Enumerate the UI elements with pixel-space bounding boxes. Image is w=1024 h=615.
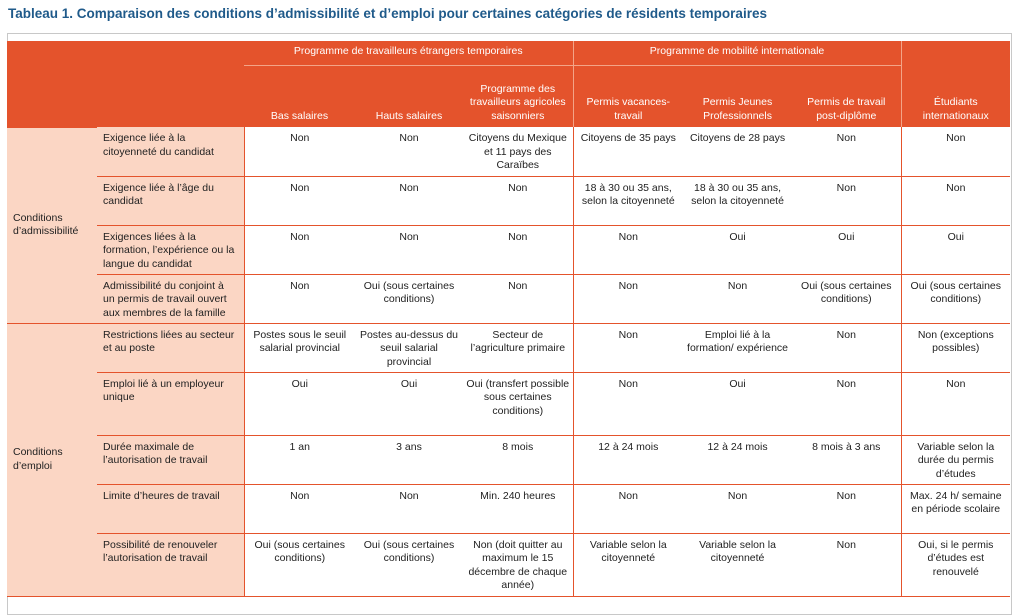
cell-value: 8 mois bbox=[463, 435, 573, 484]
cell-value: Non bbox=[355, 127, 463, 176]
cell-value: Non bbox=[355, 484, 463, 533]
cell-value: Non bbox=[901, 127, 1010, 176]
row-criterion: Restrictions liées au secteur et au poste bbox=[97, 323, 244, 372]
cell-value: Non bbox=[573, 225, 683, 274]
cell-value: Non bbox=[792, 372, 901, 435]
table-row bbox=[7, 176, 1010, 225]
header-col-working-holiday: Permis vacances-travail bbox=[573, 65, 683, 127]
cell-value: Non bbox=[683, 484, 792, 533]
comparison-table bbox=[7, 41, 1010, 597]
row-criterion: Emploi lié à un employeur unique bbox=[97, 372, 244, 435]
cell-value: Oui bbox=[901, 225, 1010, 274]
cell-value: Non bbox=[355, 225, 463, 274]
header-col-seasonal-agri: Programme des travailleurs agricoles saisonniers bbox=[463, 65, 573, 127]
table-row bbox=[7, 484, 1010, 533]
cell-value: Citoyens de 28 pays bbox=[683, 127, 792, 176]
cell-value: 8 mois à 3 ans bbox=[792, 435, 901, 484]
table-row bbox=[7, 274, 1010, 323]
header-group-mobility: Programme de mobilité internationale bbox=[573, 41, 901, 65]
cell-value: Min. 240 heures bbox=[463, 484, 573, 533]
cell-value: Non bbox=[792, 127, 901, 176]
cell-value: 3 ans bbox=[355, 435, 463, 484]
cell-value: Citoyens du Mexique et 11 pays des Caraïbes bbox=[463, 127, 573, 176]
header-col-young-professionals: Permis Jeunes Professionnels bbox=[683, 65, 792, 127]
cell-value: Non bbox=[244, 127, 355, 176]
table-row bbox=[7, 533, 1010, 596]
section-label-employment: Conditions d’emploi bbox=[7, 323, 97, 596]
cell-value: Non bbox=[244, 274, 355, 323]
table-row bbox=[7, 372, 1010, 435]
cell-value: Non (exceptions possibles) bbox=[901, 323, 1010, 372]
cell-value: Oui (transfert possible sous certaines conditions) bbox=[463, 372, 573, 435]
table-row bbox=[7, 323, 1010, 372]
cell-value: Oui (sous certaines conditions) bbox=[244, 533, 355, 596]
cell-value: Oui bbox=[683, 225, 792, 274]
cell-value: Variable selon la citoyenneté bbox=[573, 533, 683, 596]
cell-value: Postes au-dessus du seuil salarial provincial bbox=[355, 323, 463, 372]
table-row bbox=[7, 127, 1010, 176]
cell-value: Variable selon la durée du permis d’études bbox=[901, 435, 1010, 484]
cell-value: Non bbox=[573, 323, 683, 372]
cell-value: Non bbox=[463, 225, 573, 274]
cell-value: Oui, si le permis d’études est renouvelé bbox=[901, 533, 1010, 596]
table-header bbox=[7, 41, 1010, 127]
row-criterion: Exigence liée à l’âge du candidat bbox=[97, 176, 244, 225]
cell-value: Non bbox=[792, 484, 901, 533]
header-col-students: Étudiants internationaux bbox=[901, 41, 1010, 127]
cell-value: 12 à 24 mois bbox=[683, 435, 792, 484]
row-criterion: Durée maximale de l’autorisation de travail bbox=[97, 435, 244, 484]
cell-value: Non bbox=[573, 274, 683, 323]
cell-value: Non bbox=[463, 274, 573, 323]
cell-value: Non bbox=[573, 484, 683, 533]
cell-value: Citoyens de 35 pays bbox=[573, 127, 683, 176]
cell-value: Non bbox=[792, 323, 901, 372]
header-blank-cell bbox=[7, 41, 97, 127]
cell-value: Max. 24 h/ semaine en période scolaire bbox=[901, 484, 1010, 533]
table-row bbox=[7, 435, 1010, 484]
row-criterion: Limite d’heures de travail bbox=[97, 484, 244, 533]
table-row bbox=[7, 225, 1010, 274]
cell-value: Secteur de l’agriculture primaire bbox=[463, 323, 573, 372]
header-col-high-wage: Hauts salaires bbox=[355, 65, 463, 127]
cell-value: Non bbox=[901, 176, 1010, 225]
cell-value: Oui (sous certaines conditions) bbox=[901, 274, 1010, 323]
cell-value: Oui (sous certaines conditions) bbox=[355, 533, 463, 596]
cell-value: 12 à 24 mois bbox=[573, 435, 683, 484]
cell-value: Non bbox=[244, 176, 355, 225]
header-blank-cell bbox=[97, 41, 244, 127]
cell-value: Variable selon la citoyenneté bbox=[683, 533, 792, 596]
cell-value: Oui (sous certaines conditions) bbox=[355, 274, 463, 323]
cell-value: Non bbox=[683, 274, 792, 323]
cell-value: Non bbox=[244, 484, 355, 533]
cell-value: Emploi lié à la formation/ expérience bbox=[683, 323, 792, 372]
cell-value: Non bbox=[792, 176, 901, 225]
row-criterion: Possibilité de renouveler l’autorisation de travail bbox=[97, 533, 244, 596]
cell-value: 18 à 30 ou 35 ans, selon la citoyenneté bbox=[573, 176, 683, 225]
cell-value: Non bbox=[244, 225, 355, 274]
row-criterion: Admissibilité du conjoint à un permis de travail ouvert aux membres de la famille bbox=[97, 274, 244, 323]
row-criterion: Exigence liée à la citoyenneté du candidat bbox=[97, 127, 244, 176]
cell-value: 18 à 30 ou 35 ans, selon la citoyenneté bbox=[683, 176, 792, 225]
header-col-post-graduation: Permis de travail post-diplôme bbox=[792, 65, 901, 127]
cell-value: Non bbox=[355, 176, 463, 225]
cell-value: Non bbox=[792, 533, 901, 596]
table-body bbox=[7, 127, 1010, 596]
cell-value: Oui bbox=[792, 225, 901, 274]
row-criterion: Exigences liées à la formation, l’expérience ou la langue du candidat bbox=[97, 225, 244, 274]
cell-value: Non bbox=[901, 372, 1010, 435]
cell-value: 1 an bbox=[244, 435, 355, 484]
cell-value: Oui (sous certaines conditions) bbox=[792, 274, 901, 323]
cell-value: Non (doit quitter au maximum le 15 décembre de chaque année) bbox=[463, 533, 573, 596]
header-col-low-wage: Bas salaires bbox=[244, 65, 355, 127]
cell-value: Non bbox=[463, 176, 573, 225]
cell-value: Oui bbox=[355, 372, 463, 435]
header-group-row bbox=[7, 41, 1010, 65]
section-label-eligibility: Conditions d’admissibilité bbox=[7, 127, 97, 323]
header-group-tfw: Programme de travailleurs étrangers temporaires bbox=[244, 41, 573, 65]
table-title: Tableau 1. Comparaison des conditions d’admissibilité et d’emploi pour certaines catégories de résidents temporaires bbox=[8, 6, 767, 21]
cell-value: Oui bbox=[683, 372, 792, 435]
cell-value: Postes sous le seuil salarial provincial bbox=[244, 323, 355, 372]
cell-value: Oui bbox=[244, 372, 355, 435]
cell-value: Non bbox=[573, 372, 683, 435]
